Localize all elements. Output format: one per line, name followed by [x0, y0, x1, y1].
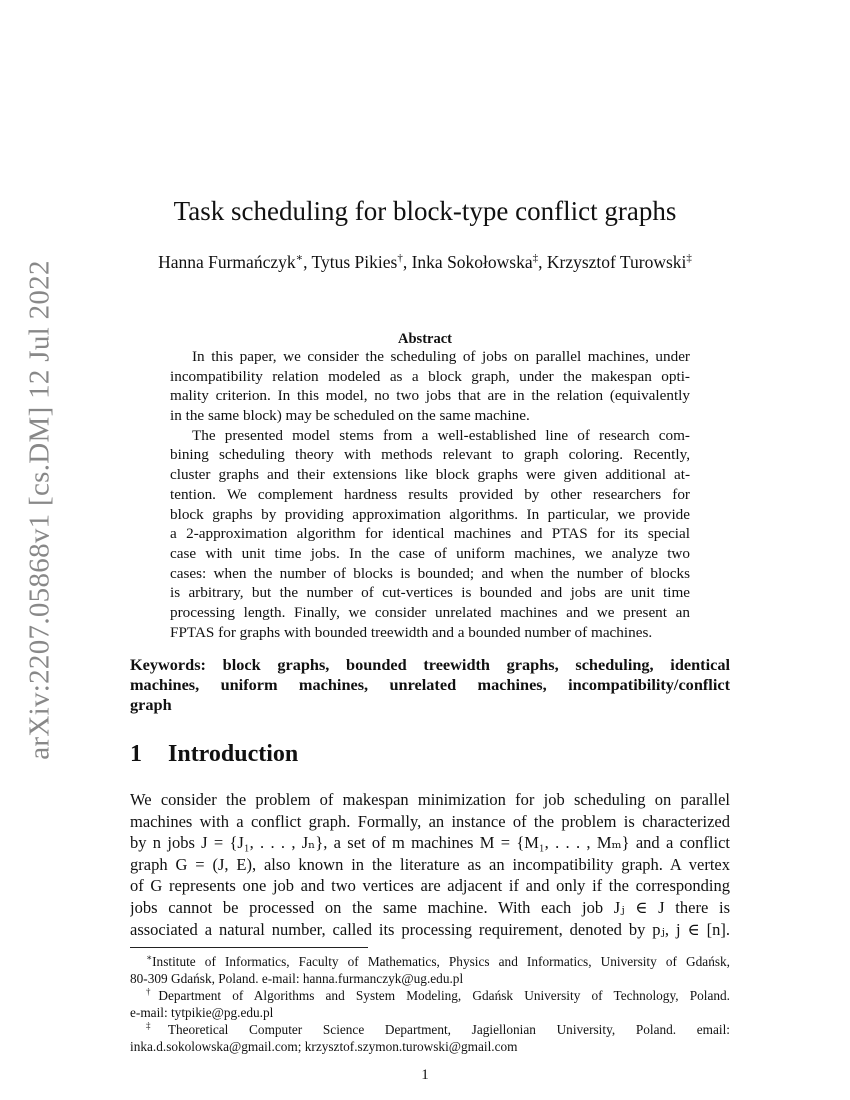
- footnote-line: [130, 1038, 730, 1055]
- author-name: Inka Sokołowska: [411, 252, 533, 272]
- author-name: Hanna Furmańczyk: [158, 252, 296, 272]
- footnote-rule: [130, 947, 368, 948]
- abstract-line: cluster graphs and their extensions like block graphs were given additional at-: [170, 466, 690, 484]
- author-name: Krzysztof Turowski: [546, 252, 687, 272]
- abstract-heading: Abstract: [398, 331, 452, 347]
- page-number: 1: [421, 1067, 429, 1083]
- abstract-line: cases: when the number of blocks is bounded; and when the number of blocks: [170, 564, 690, 582]
- footnote-line: [130, 953, 730, 970]
- section-number: 1: [130, 741, 142, 767]
- abstract-line: The presented model stems from a well-established line of research com-: [192, 426, 690, 444]
- section-title: Introduction: [168, 741, 299, 767]
- intro-line: of G represents one job and two vertices are adjacent if and only if the corresponding: [130, 876, 730, 896]
- footnote-mark: ∗: [146, 953, 153, 963]
- footnote-text: Theoretical Computer Science Department, Jagiellonian University, Poland. email:: [167, 1022, 730, 1037]
- intro-line: We consider the problem of makespan minimization for job scheduling on parallel: [130, 790, 730, 809]
- abstract-line: In this paper, we consider the scheduling of jobs on parallel machines, under: [192, 348, 690, 365]
- author-list: Hanna Furmańczyk∗, Tytus Pikies†, Inka Sokołowska‡, Krzysztof Turowski‡: [158, 252, 692, 272]
- abstract-line: incompatibility relation modeled as a block graph, under the makespan opti-: [170, 367, 690, 385]
- footnote-text: inka.d.sokolowska@gmail.com; krzysztof.szymon.turowski@gmail.com: [130, 1039, 518, 1054]
- abstract-line: block graphs by providing approximation algorithms. In particular, we provide: [170, 505, 690, 523]
- intro-line: jobs cannot be processed on the same machine. With each job Jⱼ ∈ J there is: [130, 897, 730, 917]
- abstract-line: processing length. Finally, we consider unrelated machines and we present an: [170, 603, 690, 621]
- footnote-mark: †: [146, 987, 159, 997]
- abstract-line: is arbitrary, but the number of cut-vertices is bounded and jobs are unit time: [170, 584, 690, 602]
- intro-line: by n jobs J = {J₁, . . . , Jₙ}, a set of m machines M = {M₁, . . . , Mₘ} and a conflict: [130, 833, 730, 853]
- keywords-line: graph: [130, 695, 172, 714]
- intro-line: machines with a conflict graph. Formally, an instance of the problem is characterized: [130, 811, 730, 831]
- abstract-line: FPTAS for graphs with bounded treewidth and a bounded number of machines.: [170, 623, 653, 641]
- author-affiliation-mark: ‡: [532, 252, 539, 265]
- section-heading: [130, 741, 298, 768]
- footnotes: [130, 953, 730, 1055]
- keywords-line: machines, uniform machines, unrelated machines, incompatibility/conflict: [130, 675, 730, 694]
- abstract-body: [170, 347, 690, 642]
- abstract-line: tention. We complement hardness results provided by other researchers for: [170, 485, 690, 503]
- footnote-line: [130, 1004, 730, 1021]
- intro-line: associated a natural number, called its processing requirement, denoted by pⱼ, j ∈ [n].: [130, 919, 730, 939]
- author-name: Tytus Pikies: [311, 252, 398, 272]
- footnote-text: Institute of Informatics, Faculty of Mathematics, Physics and Informatics, University of Gdańsk,: [152, 954, 730, 969]
- author-affiliation-mark: ∗: [295, 252, 304, 265]
- abstract-line: a 2-approximation algorithm for identical machines and PTAS for its special: [170, 525, 690, 543]
- author-affiliation-mark: ‡: [686, 252, 692, 265]
- footnote-mark: ‡: [146, 1021, 168, 1031]
- footnote-line: [130, 970, 730, 987]
- intro-paragraph: [130, 789, 730, 940]
- footnote-line: [130, 1021, 730, 1038]
- abstract-line: bining scheduling theory with methods relevant to graph coloring. Recently,: [170, 446, 690, 464]
- abstract-line: case with unit time jobs. In the case of uniform machines, we analyze two: [170, 544, 690, 562]
- abstract-line: mality criterion. In this model, no two jobs that are in the relation (equivalently: [170, 387, 690, 405]
- footnote-text: e-mail: tytpikie@pg.edu.pl: [130, 1005, 274, 1020]
- arxiv-identifier: arXiv:2207.05868v1 [cs.DM] 12 Jul 2022: [23, 260, 56, 760]
- keywords: [130, 655, 730, 715]
- paper-title: Task scheduling for block-type conflict graphs: [173, 196, 677, 226]
- keywords-line: Keywords: block graphs, bounded treewidth graphs, scheduling, identical: [130, 655, 730, 674]
- footnote-text: Department of Algorithms and System Modeling, Gdańsk University of Technology, Poland.: [158, 988, 730, 1003]
- author-affiliation-mark: †: [397, 252, 403, 265]
- footnote-text: 80-309 Gdańsk, Poland. e-mail: hanna.furmanczyk@ug.edu.pl: [130, 971, 464, 986]
- abstract-line: in the same block) may be scheduled on the same machine.: [170, 407, 530, 425]
- footnote-line: [130, 987, 730, 1004]
- intro-line: graph G = (J, E), also known in the literature as an incompatibility graph. A vertex: [130, 854, 730, 874]
